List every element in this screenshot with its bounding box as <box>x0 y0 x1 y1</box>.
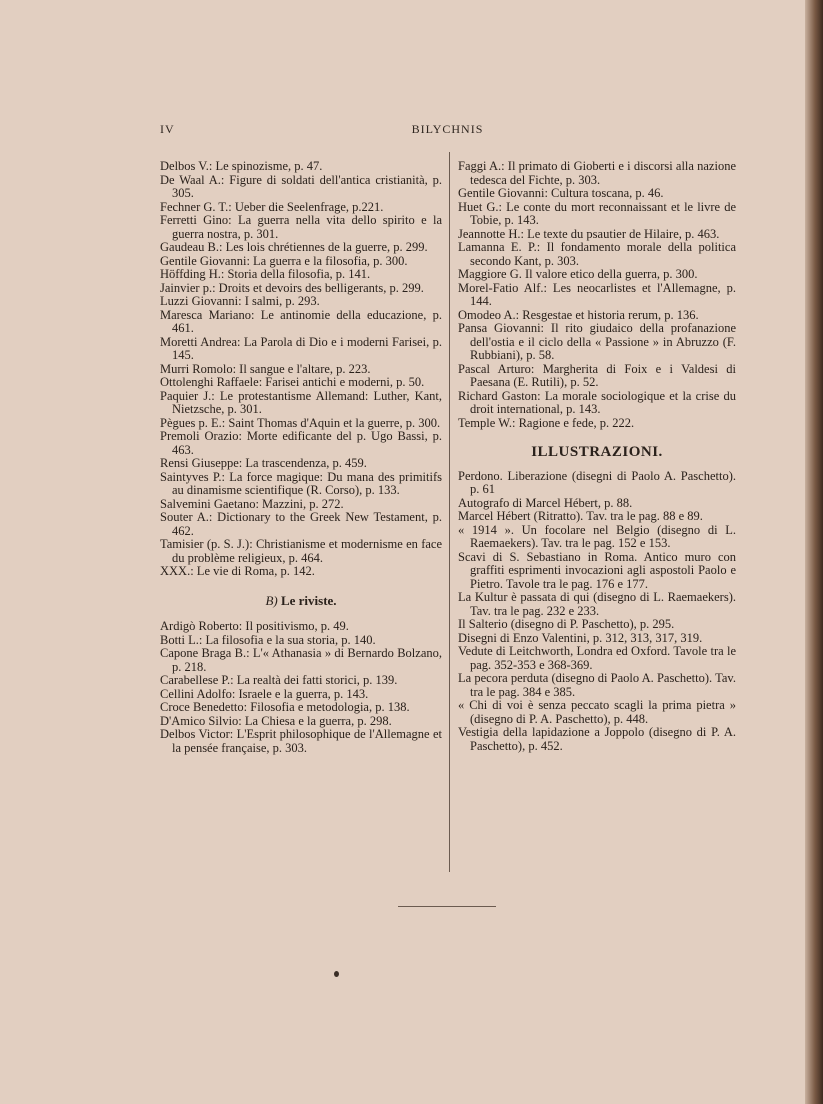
index-entry: Carabellese P.: La realtà dei fatti storici, p. 139. <box>160 673 398 687</box>
index-entry: Lamanna E. P.: Il fondamento morale della politica secondo Kant, p. 303. <box>458 240 736 268</box>
reviews-continued-list <box>458 160 736 430</box>
index-entry: Scavi di S. Sebastiano in Roma. Antico muro con graffiti esprimenti invocazioni agli aspostoli Paolo e Pietro. Tavole tra le pag. 176 e 177. <box>458 549 736 591</box>
index-entry: Murri Romolo: Il sangue e l'altare, p. 223. <box>160 361 371 376</box>
index-entry: Omodeo A.: Resgestae et historia rerum, p. 136. <box>458 307 699 322</box>
index-entry: Fechner G. T.: Ueber die Seelenfrage, p.221. <box>160 199 384 214</box>
section-heading-reviews <box>160 594 442 608</box>
index-entry: Ferretti Gino: La guerra nella vita dello spirito e la guerra nostra, p. 301. <box>160 213 442 241</box>
index-entry: Vedute di Leitchworth, Londra ed Oxford. Tavole tra le pag. 352-353 e 368-369. <box>458 644 736 672</box>
index-entry: Faggi A.: Il primato di Gioberti e i discorsi alla nazione tedesca del Fichte, p. 303. <box>458 159 736 187</box>
index-entry: Rensi Giuseppe: La trascendenza, p. 459. <box>160 456 367 470</box>
reviews-list <box>160 620 442 755</box>
index-entry: Pascal Arturo: Margherita di Foix e i Valdesi di Paesana (E. Rutili), p. 52. <box>458 361 736 389</box>
index-entry: Paquier J.: Le protestantisme Allemand: Luther, Kant, Nietzsche, p. 301. <box>160 388 442 416</box>
index-entry: Moretti Andrea: La Parola di Dio e i moderni Farisei, p. 145. <box>160 334 442 362</box>
journal-title: BILYCHNIS <box>411 122 484 136</box>
page-edge <box>805 0 823 1104</box>
section-letter: B) <box>265 592 278 608</box>
closing-rule <box>398 906 496 907</box>
index-entry: Luzzi Giovanni: I salmi, p. 293. <box>160 294 320 308</box>
index-entry: D'Amico Silvio: La Chiesa e la guerra, p. 298. <box>160 713 392 728</box>
index-entry: « Chi di voi è senza peccato scagli la prima pietra » (disegno di P. A. Paschetto), p. 448. <box>458 698 736 726</box>
index-entry: Delbos V.: Le spinozisme, p. 47. <box>160 159 323 173</box>
index-entry: Autografo di Marcel Hébert, p. 88. <box>458 495 633 510</box>
index-entry: Huet G.: Le conte du mort reconnaissant et le livre de Tobie, p. 143. <box>458 199 736 227</box>
index-entry: Ottolenghi Raffaele: Farisei antichi e moderni, p. 50. <box>160 375 425 389</box>
index-entry: Maggiore G. Il valore etico della guerra, p. 300. <box>458 267 698 281</box>
index-entry: La pecora perduta (disegno di Paolo A. Paschetto). Tav. tra le pag. 384 e 385. <box>458 671 736 699</box>
ink-mark <box>334 971 339 977</box>
index-entry: Cellini Adolfo: Israele e la guerra, p. 143. <box>160 686 369 701</box>
index-entry: Richard Gaston: La morale sociologique et la crise du droit international, p. 143. <box>458 388 736 416</box>
index-entry: Gentile Giovanni: La guerra e la filosofia, p. 300. <box>160 253 408 268</box>
index-entry: Pègues p. E.: Saint Thomas d'Aquin et la guerre, p. 300. <box>160 415 441 430</box>
column-divider <box>449 152 450 872</box>
index-entry: Maresca Mariano: Le antinomie della educazione, p. 461. <box>160 307 442 335</box>
index-entry: De Waal A.: Figure di soldati dell'antica cristianità, p. 305. <box>160 172 442 200</box>
illustrations-list <box>458 470 736 754</box>
index-entry: Jeannotte H.: Le texte du psautier de Hilaire, p. 463. <box>458 226 720 241</box>
index-entry: Marcel Hébert (Ritratto). Tav. tra le pag. 88 e 89. <box>458 509 703 523</box>
right-column <box>458 160 736 753</box>
index-entry: Capone Braga B.: L'« Athanasia » di Bernardo Bolzano, p. 218. <box>160 646 442 674</box>
index-entry: Croce Benedetto: Filosofia e metodologia, p. 138. <box>160 700 410 714</box>
index-entry: Tamisier (p. S. J.): Christianisme et modernisme en face du problème religieux, p. 464. <box>160 537 442 565</box>
index-entry: Botti L.: La filosofia e la sua storia, p. 140. <box>160 632 376 647</box>
index-entry: Gentile Giovanni: Cultura toscana, p. 46. <box>458 186 664 200</box>
index-entry: Jainvier p.: Droits et devoirs des belligerants, p. 299. <box>160 280 424 295</box>
index-entry: Vestigia della lapidazione a Joppolo (disegno di P. A. Paschetto), p. 452. <box>458 725 736 753</box>
index-entry: Disegni di Enzo Valentini, p. 312, 313, 317, 319. <box>458 630 703 645</box>
index-entry: Temple W.: Ragione e fede, p. 222. <box>458 415 635 430</box>
index-entry: Ardigò Roberto: Il positivismo, p. 49. <box>160 619 349 633</box>
illustrations-heading: ILLUSTRAZIONI. <box>531 444 663 460</box>
page-number: IV <box>160 122 175 136</box>
index-entry: Premoli Orazio: Morte edificante del p. Ugo Bassi, p. 463. <box>160 429 442 457</box>
index-entry: Pansa Giovanni: Il rito giudaico della profanazione dell'ostia e il ciclo della « Passione » in Abruzzo (F. Rubbiani), p. 58. <box>458 321 736 362</box>
index-entry: Il Salterio (disegno di P. Paschetto), p. 295. <box>458 617 675 631</box>
index-entry: Salvemini Gaetano: Mazzini, p. 272. <box>160 496 344 511</box>
index-entry: Saintyves P.: La force magique: Du mana des primitifs au dinamisme scientifique (R. Corso), p. 133. <box>160 469 442 497</box>
index-entry: « 1914 ». Un focolare nel Belgio (disegno di L. Raemaekers). Tav. tra le pag. 152 e 153. <box>458 522 736 550</box>
index-entry: Delbos Victor: L'Esprit philosophique de l'Allemagne et la pensée française, p. 303. <box>160 727 442 755</box>
index-entry: Morel-Fatio Alf.: Les neocarlistes et l'Allemagne, p. 144. <box>458 280 736 308</box>
index-entry: XXX.: Le vie di Roma, p. 142. <box>160 564 315 578</box>
index-entry: La Kultur è passata di qui (disegno di L. Raemaekers). Tav. tra le pag. 232 e 233. <box>458 590 736 618</box>
index-entry: Perdono. Liberazione (disegni di Paolo A. Paschetto). p. 61 <box>458 468 736 496</box>
left-column <box>160 160 442 755</box>
section-title: Le riviste. <box>280 592 337 608</box>
index-entry: Gaudeau B.: Les lois chrétiennes de la guerre, p. 299. <box>160 240 428 254</box>
index-entry: Souter A.: Dictionary to the Greek New Testament, p. 462. <box>160 510 442 538</box>
index-entry: Höffding H.: Storia della filosofia, p. 141. <box>160 267 371 281</box>
books-list <box>160 160 442 579</box>
